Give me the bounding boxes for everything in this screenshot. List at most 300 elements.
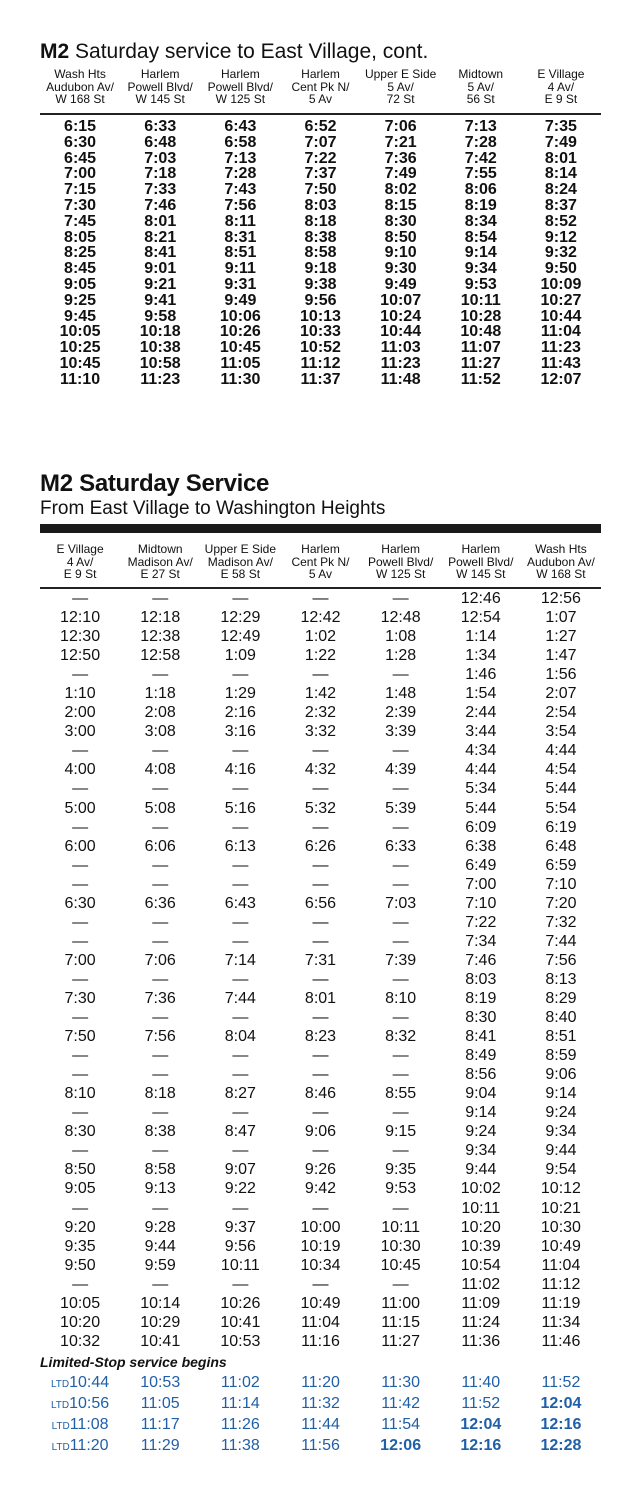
time-cell: 9:50 (64, 1256, 96, 1274)
table-row (40, 1275, 601, 1294)
column-header-line: 5 Av (308, 92, 333, 106)
time-cell: 8:45 (64, 260, 97, 278)
time-cell: 9:37 (224, 1218, 256, 1236)
time-cell: 9:34 (545, 1123, 577, 1141)
column-header-line: Upper E Side (364, 67, 437, 81)
limited-stop-row (40, 1394, 601, 1415)
time-cell: 12:16 (460, 1437, 502, 1455)
time-cell: — (72, 932, 89, 950)
time-cell: 11:54 (381, 1416, 421, 1434)
time-cell: 10:06 (219, 307, 261, 325)
time-cell: 7:36 (384, 149, 417, 167)
time-cell: 5:54 (545, 799, 577, 817)
time-cell: 10:21 (540, 1199, 581, 1217)
time-cell: — (72, 590, 89, 607)
time-cell: 6:48 (144, 133, 177, 151)
time-cell: 10:49 (540, 1237, 581, 1255)
column-header (361, 68, 441, 106)
limited-stop-row (40, 1415, 601, 1436)
time-cell: 12:49 (220, 628, 261, 646)
time-cell: 5:32 (304, 799, 337, 817)
time-cell: 10:58 (139, 354, 181, 372)
section1-header-rule (40, 113, 601, 115)
time-cell: 4:00 (64, 761, 96, 779)
time-cell: — (72, 1104, 89, 1122)
time-cell: 9:45 (64, 307, 97, 325)
time-cell: 9:56 (224, 1237, 256, 1255)
time-cell: 11:34 (541, 1313, 581, 1331)
time-cell: 7:00 (64, 951, 96, 969)
time-cell: 10:30 (540, 1218, 581, 1236)
column-header-line: Harlem (221, 67, 260, 81)
time-cell: 9:34 (465, 1142, 497, 1160)
time-cell: 11:00 (381, 1294, 421, 1312)
time-cell: 4:44 (545, 742, 577, 760)
time-cell: 1:07 (545, 609, 577, 627)
time-cell: 7:22 (465, 913, 497, 931)
time-cell: 4:16 (224, 761, 256, 779)
column-header-line: Midtown (137, 542, 183, 556)
time-cell: — (312, 875, 329, 893)
time-cell: — (232, 1142, 249, 1160)
time-cell: — (72, 1199, 89, 1217)
column-header (280, 68, 360, 106)
time-cell: — (312, 1066, 329, 1084)
time-cell: 11:36 (461, 1332, 501, 1350)
time-cell: — (232, 1104, 249, 1122)
limited-stop-timetable (40, 1373, 601, 1457)
time-cell: 7:28 (464, 133, 497, 151)
time-cell: 10:44 (380, 323, 422, 341)
time-cell: — (392, 1009, 409, 1027)
time-cell: 9:49 (224, 291, 257, 309)
time-cell: 3:00 (64, 723, 96, 741)
time-cell: — (232, 970, 249, 988)
time-cell: 8:52 (544, 212, 577, 230)
time-cell: — (232, 875, 249, 893)
time-cell: 11:04 (540, 323, 581, 341)
time-cell: 11:03 (380, 339, 421, 357)
time-cell: — (392, 666, 409, 684)
table-row (40, 293, 601, 309)
table-row (40, 894, 601, 913)
time-cell: 11:24 (461, 1313, 501, 1331)
time-cell: 1:18 (144, 685, 176, 703)
time-cell: 12:04 (540, 1395, 582, 1413)
table-row (40, 1008, 601, 1027)
time-cell: 10:49 (300, 1294, 341, 1312)
time-cell: 10:00 (300, 1218, 341, 1236)
time-cell: 1:28 (385, 647, 417, 665)
time-cell (40, 1415, 120, 1436)
column-header (361, 543, 441, 581)
time-cell: 8:30 (465, 1009, 497, 1027)
time-cell: 3:08 (144, 723, 176, 741)
time-cell: 8:34 (464, 212, 497, 230)
time-cell: — (72, 1066, 89, 1084)
time-cell: 9:41 (144, 291, 177, 309)
time-cell: 8:54 (464, 228, 497, 246)
time-cell: 9:11 (224, 260, 256, 278)
column-header-line: 5 Av (308, 567, 333, 581)
time-cell: 8:03 (304, 196, 337, 214)
time-cell: 10:54 (460, 1256, 501, 1274)
time-cell: 9:07 (224, 1161, 256, 1179)
time-cell: — (72, 1047, 89, 1065)
time-cell: 9:58 (144, 307, 177, 325)
time-cell: 11:43 (540, 354, 581, 372)
time-cell: 10:29 (140, 1313, 181, 1331)
time-cell: — (392, 1047, 409, 1065)
time-cell: 11:26 (220, 1416, 260, 1434)
time-cell: 10:48 (460, 323, 502, 341)
time-cell: 7:30 (64, 196, 97, 214)
time-cell: 9:49 (384, 275, 417, 293)
column-header (521, 543, 601, 581)
time-cell: 6:19 (545, 818, 577, 836)
time-cell: — (152, 1104, 169, 1122)
time-cell: 11:05 (220, 354, 261, 372)
time-cell: 1:10 (64, 685, 96, 703)
table-row (40, 277, 601, 293)
time-cell: 1:08 (385, 628, 417, 646)
time-cell: 1:29 (224, 685, 256, 703)
limited-stop-row (40, 1436, 601, 1457)
time-cell: 7:45 (64, 212, 97, 230)
column-header-line: Midtown (458, 67, 504, 81)
time-cell: 1:54 (465, 685, 497, 703)
time-cell: — (312, 742, 329, 760)
time-cell: 1:09 (224, 647, 256, 665)
ltd-tag: LTD (50, 1400, 70, 1412)
time-cell: 11:16 (301, 1332, 340, 1350)
time-cell: 1:27 (545, 628, 577, 646)
time-cell: 6:49 (465, 856, 497, 874)
time-cell: 11:27 (381, 1332, 421, 1350)
time-cell: 8:29 (545, 989, 577, 1007)
time-cell: 9:28 (144, 1218, 176, 1236)
time-cell: 12:58 (140, 647, 181, 665)
time-cell: 7:13 (464, 118, 497, 135)
time-cell: 11:17 (140, 1416, 180, 1434)
time-cell: 9:35 (385, 1161, 417, 1179)
time-cell: 4:08 (144, 761, 176, 779)
time-cell: 10:05 (59, 323, 101, 341)
time-cell: 5:39 (385, 799, 417, 817)
time-cell (40, 1436, 120, 1457)
time-cell: — (312, 1009, 329, 1027)
time-cell: 7:44 (545, 932, 577, 950)
time-cell: 7:22 (304, 149, 337, 167)
time-cell: 7:56 (545, 951, 577, 969)
time-cell: — (392, 1199, 409, 1217)
time-cell: — (312, 932, 329, 950)
time-cell: 6:00 (64, 837, 96, 855)
time-cell: 9:20 (64, 1218, 96, 1236)
limited-stop-notice: Limited-Stop service begins (40, 1354, 227, 1370)
column-header (120, 68, 200, 106)
time-cell: 1:56 (545, 666, 577, 684)
column-header-line: 4 Av/ (66, 554, 94, 569)
column-header-line: Powell Blvd/ (367, 554, 434, 569)
time-cell: 2:07 (545, 685, 577, 703)
time-cell: — (312, 780, 329, 798)
time-cell: 10:11 (461, 1199, 501, 1217)
table-row (40, 198, 601, 214)
time-cell: — (152, 1275, 169, 1293)
time-cell: 9:18 (304, 260, 337, 278)
time-cell: 9:30 (384, 260, 417, 278)
time-cell: — (392, 875, 409, 893)
time-cell: — (312, 913, 329, 931)
time-cell: 7:31 (304, 951, 337, 969)
column-header-line: W 145 St (135, 92, 185, 106)
time-cell: 5:00 (64, 799, 96, 817)
time-cell: — (392, 590, 409, 607)
time-cell: 9:22 (224, 1180, 256, 1198)
time-cell: — (72, 1142, 89, 1160)
time-cell: 11:42 (381, 1395, 421, 1413)
time-cell: 8:30 (64, 1123, 96, 1141)
time-cell: 1:34 (465, 647, 497, 665)
table-row (40, 970, 601, 989)
column-header-line: Wash Hts (54, 67, 106, 81)
time-cell: 11:44 (301, 1416, 340, 1434)
time-cell: — (232, 1009, 249, 1027)
time-cell: — (232, 1047, 249, 1065)
time-cell: 1:46 (465, 666, 497, 684)
table-row (40, 627, 601, 646)
column-header-line: Cent Pk N/ (291, 79, 350, 94)
time-cell: 8:21 (144, 228, 177, 246)
time-cell: 11:40 (461, 1374, 501, 1391)
time-cell: 9:44 (465, 1161, 497, 1179)
time-cell: 6:45 (64, 149, 97, 167)
time-cell: — (152, 818, 169, 836)
time-cell: 9:12 (544, 228, 577, 246)
time-cell: 5:44 (465, 799, 497, 817)
section2-subtitle: From East Village to Washington Heights (40, 498, 386, 519)
time-cell: 10:39 (460, 1237, 501, 1255)
time-cell: — (72, 875, 89, 893)
column-header-line: 56 St (466, 92, 495, 106)
time-cell: 8:24 (544, 181, 577, 199)
time-cell: 12:28 (540, 1437, 582, 1455)
time-cell: 7:03 (144, 149, 177, 167)
time-cell: — (392, 1066, 409, 1084)
time-cell: — (232, 666, 249, 684)
time-cell: 12:16 (540, 1416, 582, 1434)
time-cell: 8:51 (224, 244, 257, 262)
time-cell: 8:02 (384, 181, 417, 199)
time-cell: 5:44 (545, 780, 577, 798)
time-cell: 8:19 (464, 196, 497, 214)
time-cell: 7:50 (64, 1028, 96, 1046)
section2-title: M2 Saturday Service (40, 470, 270, 497)
table-row (40, 608, 601, 627)
column-header-line: 72 St (386, 92, 415, 106)
column-header (40, 68, 120, 106)
time-cell: 6:43 (224, 894, 256, 912)
column-header-line: Audubon Av/ (46, 79, 114, 94)
time-cell: 9:44 (545, 1142, 577, 1160)
time-cell: 9:53 (385, 1180, 417, 1198)
time-cell: 12:04 (460, 1416, 502, 1434)
time-cell: — (72, 818, 89, 836)
time-cell: — (152, 1066, 169, 1084)
time-cell: 10:45 (380, 1256, 421, 1274)
column-header-line: E Village (537, 67, 585, 81)
time-cell: 11:04 (541, 1256, 581, 1274)
time-cell: 7:49 (384, 165, 417, 183)
time-cell: 10:26 (220, 1294, 261, 1312)
table-row (40, 951, 601, 970)
time-cell: 9:50 (544, 260, 577, 278)
time-cell: 11:56 (301, 1437, 340, 1455)
time-cell: 7:00 (64, 165, 97, 183)
time-cell: 5:16 (224, 799, 256, 817)
time-cell: — (152, 1142, 169, 1160)
time-cell: 3:32 (304, 723, 337, 741)
time-cell: 6:33 (144, 118, 177, 135)
time-cell: 11:52 (460, 370, 501, 388)
time-cell: 10:41 (220, 1313, 261, 1331)
time-cell: 10:34 (300, 1256, 341, 1274)
time-cell: 11:52 (541, 1374, 581, 1391)
time-cell: 10:38 (139, 339, 181, 357)
time-cell: 9:21 (144, 275, 177, 293)
table-row (40, 1027, 601, 1046)
time-cell: 1:14 (465, 628, 497, 646)
time-cell: 7:42 (464, 149, 497, 167)
table-row (40, 722, 601, 741)
column-header (521, 68, 601, 106)
table-row (40, 309, 601, 325)
time-cell: 9:06 (304, 1123, 337, 1141)
ltd-tag: LTD (51, 1442, 70, 1454)
time-cell: 7:00 (465, 875, 497, 893)
time-cell: 10:28 (460, 307, 502, 325)
time-cell: — (152, 913, 169, 931)
time-cell: 7:44 (224, 989, 256, 1007)
time-cell: 10:13 (300, 307, 341, 325)
time-cell: — (312, 590, 329, 607)
time-cell: 12:42 (300, 609, 341, 627)
table-row (40, 1218, 601, 1237)
time-cell: 12:48 (380, 609, 421, 627)
time-cell (40, 1394, 120, 1415)
time-cell: 6:15 (64, 118, 97, 135)
time-cell: 7:30 (64, 989, 96, 1007)
time-cell: 8:58 (144, 1161, 176, 1179)
time-value: 10:44 (69, 1374, 110, 1391)
table-row (40, 166, 601, 182)
time-cell: 11:52 (461, 1395, 501, 1413)
time-cell: 7:14 (224, 951, 256, 969)
time-cell: 10:20 (460, 1218, 501, 1236)
time-cell: 11:09 (461, 1294, 501, 1312)
time-cell: 12:54 (460, 609, 501, 627)
table-row (40, 1179, 601, 1198)
column-header-line: Madison Av/ (207, 554, 273, 569)
time-cell: 9:32 (544, 244, 577, 262)
column-header-line: Powell Blvd/ (207, 79, 274, 94)
time-cell: — (152, 1009, 169, 1027)
time-cell: 7:49 (544, 133, 577, 151)
table-row (40, 1256, 601, 1275)
column-header-line: W 145 St (456, 567, 506, 581)
time-cell: — (232, 913, 249, 931)
time-cell: — (72, 742, 89, 760)
section2-divider-bar (40, 524, 601, 533)
time-cell: 8:15 (384, 196, 417, 214)
time-cell: — (392, 932, 409, 950)
time-cell: 6:38 (465, 837, 497, 855)
time-cell: 9:15 (385, 1123, 417, 1141)
time-cell: 10:26 (219, 323, 261, 341)
time-cell: 10:12 (540, 1180, 581, 1198)
time-cell: 12:46 (460, 590, 501, 607)
time-cell (40, 1373, 120, 1394)
time-cell: 6:33 (385, 837, 417, 855)
column-header-line: 4 Av/ (547, 79, 575, 94)
time-cell: 8:56 (465, 1066, 497, 1084)
time-cell: 9:14 (464, 244, 497, 262)
time-cell: — (232, 742, 249, 760)
column-header-line: 5 Av/ (467, 79, 494, 94)
time-cell: — (232, 590, 249, 607)
time-cell: — (312, 1104, 329, 1122)
table-row (40, 1332, 601, 1351)
table-row (40, 703, 601, 722)
time-cell: 11:30 (381, 1374, 421, 1391)
time-cell: 10:45 (59, 354, 101, 372)
time-cell: 7:55 (464, 165, 497, 183)
time-cell: 12:06 (380, 1437, 422, 1455)
time-cell: — (312, 666, 329, 684)
time-cell: 11:12 (541, 1275, 581, 1293)
time-cell: 10:14 (140, 1294, 181, 1312)
time-cell: 10:09 (540, 275, 582, 293)
time-cell: 10:53 (140, 1374, 181, 1391)
column-header-line: Harlem (140, 67, 180, 81)
time-cell: 9:34 (464, 260, 497, 278)
time-cell: 11:30 (220, 370, 261, 388)
time-cell: 12:50 (60, 647, 101, 665)
time-cell: 4:34 (465, 742, 497, 760)
column-header-line: W 168 St (536, 567, 586, 581)
table-row (40, 932, 601, 951)
time-cell: — (72, 1009, 89, 1027)
time-cell: — (72, 1275, 89, 1293)
time-cell: 7:28 (224, 165, 257, 183)
table-row (40, 1084, 601, 1103)
time-cell: 9:05 (64, 1180, 96, 1198)
time-cell: 7:06 (144, 951, 176, 969)
time-cell: — (72, 970, 89, 988)
time-cell: 3:16 (224, 723, 256, 741)
time-cell: 7:21 (384, 133, 417, 151)
table-row (40, 837, 601, 856)
column-header-line: Upper E Side (204, 542, 277, 556)
table-row (40, 372, 601, 388)
column-header-line: Wash Hts (535, 542, 587, 556)
section1-timetable (40, 119, 601, 388)
time-cell: 7:36 (144, 989, 176, 1007)
ltd-tag: LTD (51, 1421, 70, 1433)
ltd-tag: LTD (50, 1379, 70, 1390)
time-cell: 3:54 (545, 723, 577, 741)
